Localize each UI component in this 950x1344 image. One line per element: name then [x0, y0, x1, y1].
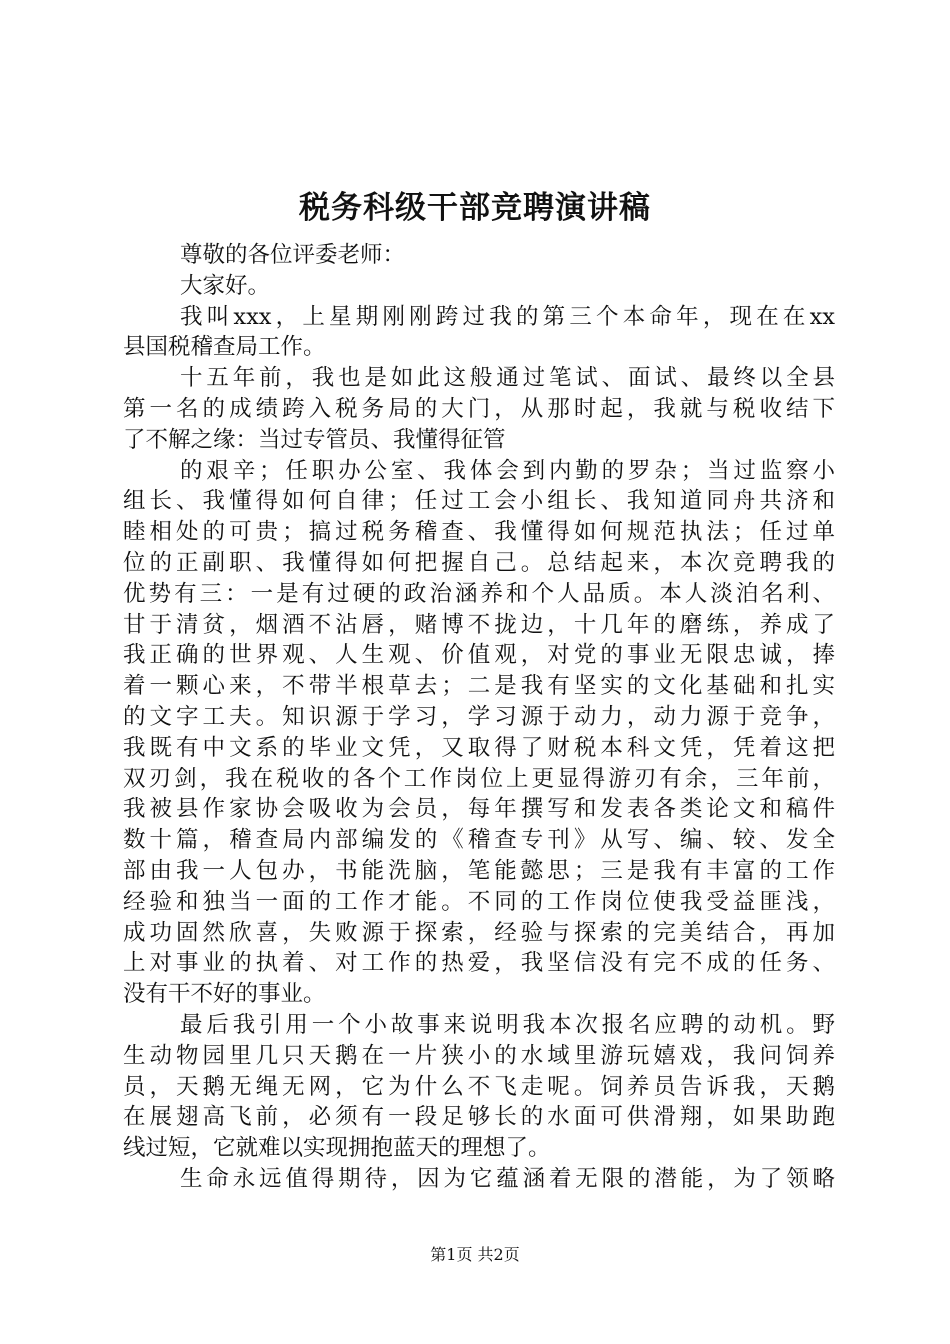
text-line: 组长、我懂得如何自律；任过工会小组长、我知道同舟共济和 — [123, 488, 835, 515]
text-line: 没有干不好的事业。 — [123, 981, 326, 1008]
document-title: 税务科级干部竞聘演讲稿 — [299, 190, 651, 226]
text-line: 生动物园里几只天鹅在一片狭小的水域里游玩嬉戏，我问饲养 — [123, 1042, 835, 1069]
text-line: 最后我引用一个小故事来说明我本次报名应聘的动机。野 — [180, 1011, 835, 1038]
text-line: 甘于清贫，烟酒不沾唇，赌博不拢边，十几年的磨练，养成了 — [123, 611, 835, 638]
document-body — [123, 240, 835, 1195]
text-line: 我叫xxx，上星期刚刚跨过我的第三个本命年，现在在xx — [180, 303, 835, 330]
page-footer: 第1页 共2页 — [430, 1245, 520, 1264]
text-line: 我正确的世界观、人生观、价值观，对党的事业无限忠诚，捧 — [123, 642, 835, 669]
text-line: 县国税稽查局工作。 — [123, 334, 326, 361]
text-line: 经验和独当一面的工作才能。不同的工作岗位使我受益匪浅， — [123, 888, 835, 915]
text-line: 睦相处的可贵；搞过税务稽查、我懂得如何规范执法；任过单 — [123, 519, 835, 546]
text-line: 数十篇，稽查局内部编发的《稽查专刊》从写、编、较、发全 — [123, 827, 835, 854]
text-line: 生命永远值得期待，因为它蕴涵着无限的潜能，为了领略 — [180, 1165, 835, 1192]
text-line: 在展翅高飞前，必须有一段足够长的水面可供滑翔，如果助跑 — [123, 1104, 835, 1131]
text-line: 我被县作家协会吸收为会员，每年撰写和发表各类论文和稿件 — [123, 796, 835, 823]
text-line: 的文字工夫。知识源于学习，学习源于动力，动力源于竞争， — [123, 703, 835, 730]
text-line: 成功固然欣喜，失败源于探索，经验与探索的完美结合，再加 — [123, 919, 835, 946]
text-line: 了不解之缘：当过专管员、我懂得征管 — [123, 426, 506, 453]
text-line: 的艰辛；任职办公室、我体会到内勤的罗杂；当过监察小 — [180, 457, 835, 484]
text-line: 双刃剑，我在税收的各个工作岗位上更显得游刃有余，三年前， — [123, 765, 835, 792]
text-line: 我既有中文系的毕业文凭，又取得了财税本科文凭，凭着这把 — [123, 734, 835, 761]
text-line: 十五年前，我也是如此这般通过笔试、面试、最终以全县 — [180, 365, 835, 392]
text-line: 位的正副职、我懂得如何把握自己。总结起来，本次竞聘我的 — [123, 549, 835, 576]
text-line: 尊敬的各位评委老师： — [180, 242, 406, 268]
text-line: 部由我一人包办，书能洗脑，笔能懿思；三是我有丰富的工作 — [123, 857, 835, 884]
text-line: 优势有三：一是有过硬的政治涵养和个人品质。本人淡泊名利、 — [123, 580, 835, 607]
text-line: 第一名的成绩跨入税务局的大门，从那时起，我就与税收结下 — [123, 395, 835, 422]
text-line: 线过短，它就难以实现拥抱蓝天的理想了。 — [123, 1135, 551, 1162]
text-line: 着一颗心来，不带半根草去；二是我有坚实的文化基础和扎实 — [123, 673, 835, 700]
text-line: 大家好。 — [180, 272, 271, 299]
text-line: 员，天鹅无绳无网，它为什么不飞走呢。饲养员告诉我，天鹅 — [123, 1073, 835, 1100]
text-line: 上对事业的执着、对工作的热爱，我坚信没有完不成的任务、 — [123, 950, 835, 977]
